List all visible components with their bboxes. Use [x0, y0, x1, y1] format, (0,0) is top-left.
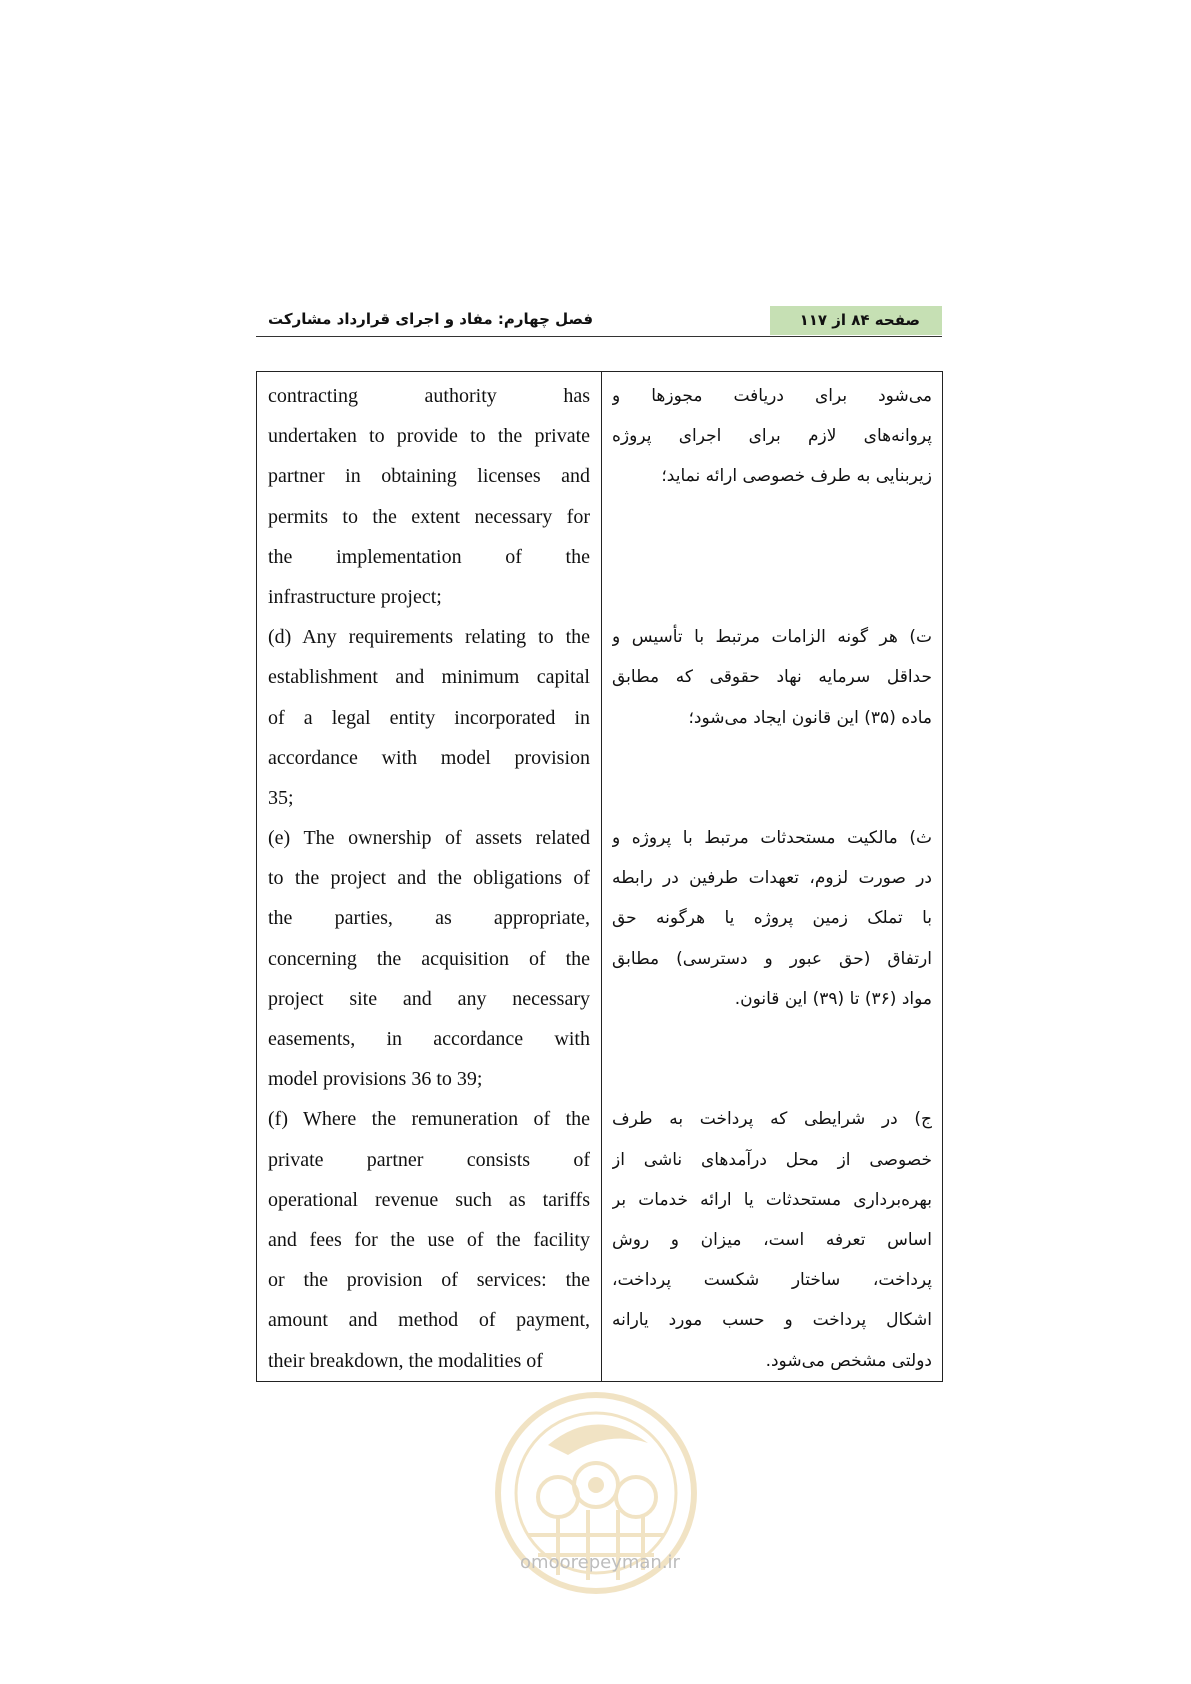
- bilingual-table: [256, 371, 943, 1382]
- watermark-site-label: omoorepeyman.ir: [520, 1552, 680, 1573]
- persian-text-line: می‌شود برای دریافت مجوزها و: [612, 386, 932, 406]
- english-text-line: contracting authority has: [268, 385, 590, 407]
- english-text-line: undertaken to provide to the private: [268, 425, 590, 448]
- english-text-line: 35;: [268, 786, 294, 809]
- english-text-line: the parties, as appropriate,: [268, 907, 590, 930]
- english-text-line: infrastructure project;: [268, 585, 442, 608]
- chapter-title: فصل چهارم: مفاد و اجرای قرارداد مشارکت: [268, 310, 594, 328]
- spacer: [612, 497, 932, 537]
- persian-text-line: در صورت لزوم، تعهدات طرفین در رابطه: [612, 868, 932, 889]
- persian-text-line: پرداخت، ساختار شکست پرداخت،: [612, 1270, 932, 1291]
- persian-text-line: ج) در شرایطی که پرداخت به طرف: [612, 1109, 932, 1130]
- spacer: [612, 778, 932, 818]
- english-text-line: concerning the acquisition of the: [268, 947, 590, 970]
- english-text-line: easements, in accordance with: [268, 1028, 590, 1050]
- english-text-line: (f) Where the remuneration of the: [268, 1108, 590, 1131]
- persian-text-line: با تملک زمین پروژه یا هرگونه حق: [612, 908, 932, 929]
- english-text-line: the implementation of the: [268, 545, 590, 568]
- english-text-line: their breakdown, the modalities of: [268, 1349, 543, 1372]
- english-text-line: or the provision of services: the: [268, 1269, 590, 1292]
- persian-text-line: ث) مالکیت مستحدثات مرتبط با پروژه و: [612, 828, 932, 849]
- page-header: [256, 306, 942, 337]
- persian-text-line: دولتی مشخص می‌شود.: [765, 1350, 932, 1371]
- persian-text-line: اشکال پرداخت و حسب مورد یارانه: [612, 1310, 932, 1331]
- persian-text-line: زیربنایی به طرف خصوصی ارائه نماید؛: [661, 466, 932, 487]
- spacer: [612, 577, 932, 617]
- english-text-line: (e) The ownership of assets related: [268, 827, 590, 850]
- page-number-badge: صفحه ۸۴ از ۱۱۷: [770, 306, 942, 335]
- spacer: [612, 1059, 932, 1099]
- english-text-line: model provisions 36 to 39;: [268, 1068, 483, 1091]
- english-text-line: to the project and the obligations of: [268, 867, 590, 890]
- english-column: [257, 372, 602, 1381]
- persian-column: [602, 372, 942, 1381]
- english-text-line: permits to the extent necessary for: [268, 505, 590, 528]
- spacer: [612, 1019, 932, 1059]
- english-text-line: private partner consists of: [268, 1148, 590, 1171]
- english-text-line: of a legal entity incorporated in: [268, 706, 590, 729]
- persian-text-line: ت) هر گونه الزامات مرتبط با تأسیس و: [612, 627, 932, 648]
- persian-text-line: اساس تعرفه است، میزان و روش: [612, 1229, 932, 1250]
- persian-text-line: بهره‌برداری مستحدثات یا ارائه خدمات بر: [612, 1189, 932, 1210]
- persian-text-line: پروانه‌های لازم برای اجرای پروژه: [612, 426, 932, 447]
- persian-text-line: مواد (۳۶) تا (۳۹) این قانون.: [734, 988, 932, 1009]
- spacer: [612, 738, 932, 778]
- english-text-line: establishment and minimum capital: [268, 666, 590, 689]
- english-text-line: partner in obtaining licenses and: [268, 465, 590, 488]
- english-text-line: and fees for the use of the facility: [268, 1228, 590, 1251]
- english-text-line: operational revenue such as tariffs: [268, 1188, 590, 1211]
- persian-text-line: حداقل سرمایه نهاد حقوقی که مطابق: [612, 667, 932, 688]
- english-text-line: (d) Any requirements relating to the: [268, 626, 590, 649]
- english-text-line: accordance with model provision: [268, 746, 590, 769]
- english-text-line: project site and any necessary: [268, 987, 590, 1010]
- persian-text-line: ارتفاق (حق عبور و دسترسی) مطابق: [612, 948, 932, 969]
- persian-text-line: ماده (۳۵) این قانون ایجاد می‌شود؛: [688, 707, 932, 728]
- english-text-line: amount and method of payment,: [268, 1309, 590, 1332]
- persian-text-line: خصوصی از محل درآمدهای ناشی از: [612, 1149, 932, 1170]
- spacer: [612, 537, 932, 577]
